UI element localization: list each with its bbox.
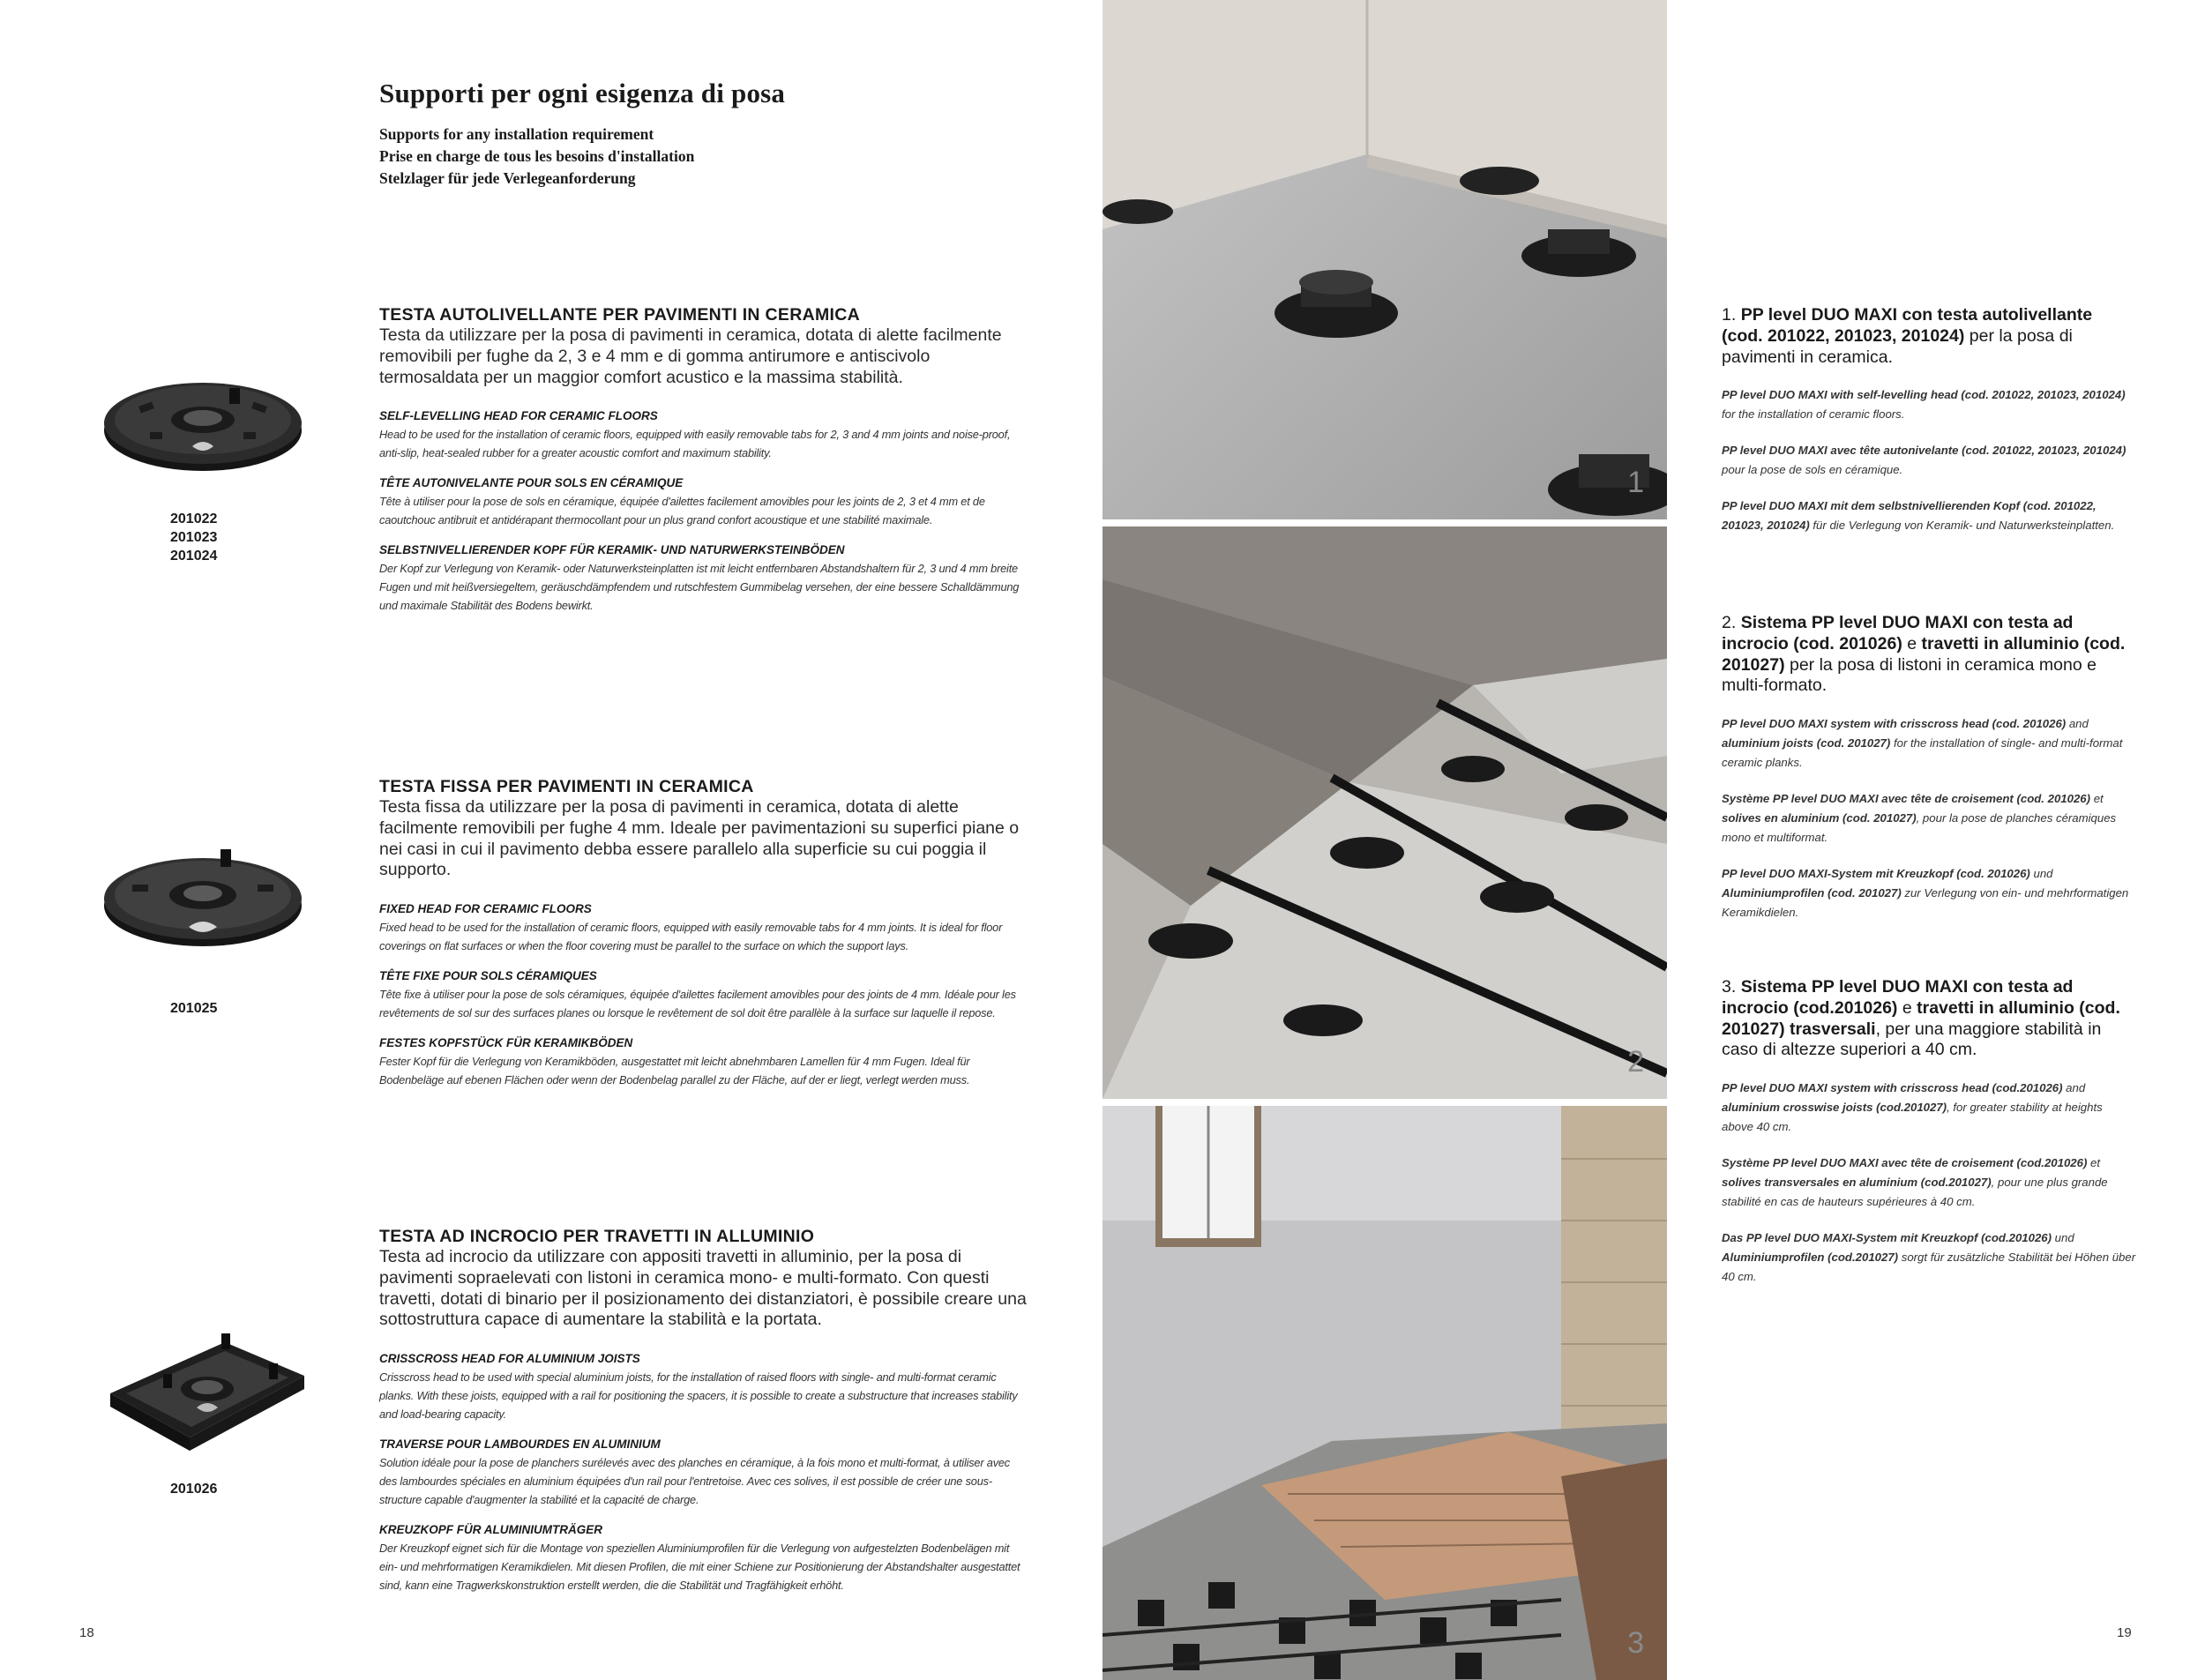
translation-body-en: Fixed head to be used for the installation of ceramic floors, equipped with easily removable tabs for 4 mm joints. It is ideal for floor coverings on flat surfaces or when the floor covering must be parallel to the surface on which the support lays. <box>379 921 1003 953</box>
caption-highlight: Sistema PP level DUO MAXI con testa ad incrocio (cod.201026) <box>1722 977 2074 1018</box>
caption-tr-text: pour la pose de sols en céramique. <box>1722 463 1903 477</box>
caption-tr-text: et <box>2087 1156 2101 1170</box>
translation-title-en: SELF-LEVELLING HEAD FOR CERAMIC FLOORS <box>379 409 658 423</box>
caption-tr-text: für die Verlegung von Keramik- und Naturwerksteinplatten. <box>1809 519 2115 533</box>
caption-tr-text: , for greater stability at heights above 40 cm. <box>1722 1101 2103 1134</box>
caption-tr-bold: Aluminiumprofilen (cod.201027) <box>1722 1251 1899 1265</box>
caption-translation-fr <box>1722 1154 2136 1212</box>
caption-tr-bold: PP level DUO MAXI mit dem selbstnivellierenden Kopf (cod. 201022, 201023, 201024) <box>1722 499 2097 533</box>
caption-tr-text: for the installation of ceramic floors. <box>1722 407 1905 422</box>
caption-tr-text: and <box>2062 1081 2086 1095</box>
caption-1 <box>1722 305 2136 552</box>
fixed-head-image <box>97 842 309 948</box>
caption-text: , per una maggiore stabilità in caso di altezze superiori a 40 cm. <box>1722 1019 2102 1060</box>
section-title: TESTA FISSA PER PAVIMENTI IN CERAMICA <box>379 777 754 796</box>
caption-translation-de <box>1722 497 2136 535</box>
caption-tr-text: and <box>2066 717 2089 731</box>
translation-body-fr: Tête à utiliser pour la pose de sols en céramique, équipée d'ailettes facilement amovibles pour les joints de 2, 3 et 4 mm et de caoutchouc antibruit et antidérapant thermocollant pour un plus grand confort acoustique et une stabilité maximale. <box>379 495 985 527</box>
translation-body-en: Head to be used for the installation of ceramic floors, equipped with easily removable tabs for 2, 3 and 4 mm joints and noise-proof, anti-slip, heat-sealed rubber for a greater acoustic comfort and maximum stability. <box>379 428 1011 460</box>
photo-number: 1 <box>1627 466 1644 499</box>
translation-title-de: SELBSTNIVELLIERENDER KOPF FÜR KERAMIK- UND NATURWERKSTEINBÖDEN <box>379 543 845 557</box>
product-code: 201024 <box>170 549 218 564</box>
caption-tr-bold: PP level DUO MAXI avec tête autonivelante (cod. 201022, 201023, 201024) <box>1722 444 2127 458</box>
caption-tr-bold: solives transversales en aluminium (cod.201027) <box>1722 1176 1992 1190</box>
caption-text: e <box>1897 997 1917 1018</box>
product-code: 201023 <box>170 530 218 545</box>
page-number-right: 19 <box>2117 1625 2132 1640</box>
translation-title-de: KREUZKOPF FÜR ALUMINIUMTRÄGER <box>379 1523 602 1537</box>
section-crisscross-head <box>379 1227 1028 1609</box>
product-codes <box>170 1480 217 1498</box>
crisscross-head-image <box>93 1332 313 1464</box>
translation-title-de: FESTES KOPFSTÜCK FÜR KERAMIKBÖDEN <box>379 1036 633 1050</box>
section-body: Testa ad incrocio da utilizzare con appositi travetti in alluminio, per la posa di pavimenti sopraelevati con listoni in ceramica mono- e multi-formato. Con questi travetti, dotati di binario per il posizionamento dei distanziatori, è possibile creare una sottostruttura capace di aumentare la stabilità e la portata. <box>379 1247 1027 1330</box>
product-codes <box>170 510 217 565</box>
caption-tr-text: sorgt für zusätzliche Stabilität bei Höhen über 40 cm. <box>1722 1251 2136 1284</box>
caption-highlight: PP level DUO MAXI con testa autolivellante (cod. 201022, 201023, 201024) <box>1722 305 2093 346</box>
subtitle-en: Supports for any installation requirement <box>379 125 654 143</box>
product-codes <box>170 999 217 1018</box>
caption-highlight: travetti in alluminio (cod. 201027) trasversali <box>1722 997 2120 1039</box>
translation-title-fr: TÊTE AUTONIVELANTE POUR SOLS EN CÉRAMIQUE <box>379 476 684 490</box>
photo-2 <box>1102 526 1667 1099</box>
caption-translation-fr <box>1722 789 2136 847</box>
section-body: Testa fissa da utilizzare per la posa di pavimenti in ceramica, dotata di alette facilmente removibili per fughe 4 mm. Ideale per pavimentazioni su superfici piane o nei casi in cui il pavimento debba essere parallelo alla superficie su cui poggia il supporto. <box>379 797 1020 880</box>
caption-translation-en <box>1722 714 2136 773</box>
caption-text: per la posa di listoni in ceramica mono e multi-formato. <box>1722 654 2097 696</box>
section-title: TESTA AUTOLIVELLANTE PER PAVIMENTI IN CERAMICA <box>379 305 861 325</box>
caption-tr-bold: Système PP level DUO MAXI avec tête de croisement (cod. 201026) <box>1722 792 2091 806</box>
section-title: TESTA AD INCROCIO PER TRAVETTI IN ALLUMINIO <box>379 1227 815 1246</box>
caption-highlight: travetti in alluminio (cod. 201027) <box>1722 633 2126 675</box>
translation-body-de: Der Kopf zur Verlegung von Keramik- oder Naturwerksteinplatten ist mit leicht entfernbaren Abstandshaltern für 2, 3 und 4 mm breite Fugen und mit heißversiegeltem, geräuschdämpfendem und rutschfestem Gummibelag versehen, der eine bessere Schalldämmung und maximale Stabilität des Bodens bewirkt. <box>379 562 1020 613</box>
page-subtitles <box>379 123 694 190</box>
caption-tr-text: for the installation of single- and multi-format ceramic planks. <box>1722 736 2123 770</box>
translation-body-fr: Solution idéale pour la pose de planchers surélevés avec des planches en céramique, à la fois mono et multi-format, à utiliser avec des lambourdes spéciales en aluminium équipées d'un rail pour l'entretoise. Avec ces solives, il est possible de créer une sous-structure capable d'augmenter la stabilité et la capacité de charge. <box>379 1456 1011 1507</box>
caption-translation-de <box>1722 864 2136 922</box>
page-title: Supporti per ogni esigenza di posa <box>379 78 786 108</box>
caption-tr-bold: PP level DUO MAXI-System mit Kreuzkopf (cod. 201026) <box>1722 867 2030 881</box>
caption-text: per la posa di pavimenti in ceramica. <box>1722 325 2073 367</box>
caption-tr-text: , pour la pose de planches céramiques mono et multiformat. <box>1722 811 2117 845</box>
caption-3 <box>1722 977 2136 1303</box>
caption-highlight: Sistema PP level DUO MAXI con testa ad incrocio (cod. 201026) <box>1722 613 2074 653</box>
caption-translation-en <box>1722 1079 2136 1137</box>
caption-tr-text: zur Verlegung von ein- und mehrformatigen Keramikdielen. <box>1722 886 2129 920</box>
section-body: Testa da utilizzare per la posa di pavimenti in ceramica, dotata di alette facilmente removibili per fughe da 2, 3 e 4 mm e di gomma antirumore e antiscivolo termosaldata per un maggior comfort acustico e la massima stabilità. <box>379 325 1002 387</box>
caption-text: e <box>1902 633 1922 653</box>
caption-tr-bold: aluminium joists (cod. 201027) <box>1722 736 1891 750</box>
photo-number: 3 <box>1627 1626 1644 1660</box>
photo-1 <box>1102 0 1667 519</box>
caption-translation-en <box>1722 385 2136 424</box>
page-number-left: 18 <box>79 1625 94 1640</box>
caption-tr-text: und <box>2052 1231 2074 1245</box>
translation-body-de: Fester Kopf für die Verlegung von Keramikböden, ausgestattet mit leicht abnehmbaren Lamellen für 4 mm Fugen. Ideal für Bodenbeläge auf ebenen Flächen oder wenn der Bodenbelag parallel zu der Fläche, auf der er liegt, verlegt werden muss. <box>379 1055 970 1087</box>
caption-tr-bold: PP level DUO MAXI with self-levelling head (cod. 201022, 201023, 201024) <box>1722 388 2126 402</box>
self-levelling-head-image <box>97 369 309 474</box>
translation-body-en: Crisscross head to be used with special aluminium joists, for the installation of raised floors with single- and multi-format ceramic planks. With these joists, equipped with a rail for positioning the spacers, it is possible to create a substructure that increases stability and load-bearing capacity. <box>379 1370 1018 1422</box>
caption-main <box>1722 977 2136 1061</box>
caption-tr-bold: PP level DUO MAXI system with crisscross head (cod. 201026) <box>1722 717 2067 731</box>
caption-tr-bold: aluminium crosswise joists (cod.201027) <box>1722 1101 1947 1115</box>
caption-tr-text: , pour une plus grande stabilité en cas de hauteurs supérieures à 40 cm. <box>1722 1176 2108 1209</box>
translation-body-fr: Tête fixe à utiliser pour la pose de sols céramiques, équipée d'ailettes facilement amovibles pour des joints de 4 mm. Idéale pour les revêtements de sol sur des surfaces planes ou lorsque le revêtement de sol doit être parallèle à la surface sur laquelle il repose. <box>379 988 1016 1020</box>
product-code: 201025 <box>170 1001 218 1016</box>
caption-tr-bold: Aluminiumprofilen (cod. 201027) <box>1722 886 1902 900</box>
caption-translation-de <box>1722 1228 2136 1287</box>
product-code: 201022 <box>170 511 218 526</box>
caption-2 <box>1722 613 2136 939</box>
section-fixed-head <box>379 777 1028 1103</box>
caption-translation-fr <box>1722 441 2136 480</box>
caption-tr-bold: PP level DUO MAXI system with crisscross head (cod.201026) <box>1722 1081 2063 1095</box>
caption-tr-text: und <box>2029 867 2053 881</box>
translation-title-en: CRISSCROSS HEAD FOR ALUMINIUM JOISTS <box>379 1352 640 1366</box>
photo-3 <box>1102 1106 1667 1680</box>
photo-number: 2 <box>1627 1045 1644 1079</box>
caption-tr-bold: solives en aluminium (cod. 201027) <box>1722 811 1917 825</box>
caption-tr-bold: Système PP level DUO MAXI avec tête de croisement (cod.201026) <box>1722 1156 2088 1170</box>
caption-main <box>1722 305 2136 368</box>
translation-body-de: Der Kreuzkopf eignet sich für die Montage von speziellen Aluminiumprofilen für die Verlegung von aufgestelzten Bodenbelägen mit ein- und mehrformatigen Keramikdielen. Mit diesen Profilen, die mit einer Schiene zur Positionierung der Abstandshalter ausgestattet sind, kann eine Tragwerkskonstruktion erstellt werden, die die Stabilität und Tragfähigkeit erhöht. <box>379 1542 1020 1593</box>
caption-main <box>1722 613 2136 697</box>
product-code: 201026 <box>170 1482 218 1497</box>
caption-number: 3. <box>1722 977 1737 997</box>
translation-title-fr: TRAVERSE POUR LAMBOURDES EN ALUMINIUM <box>379 1437 661 1452</box>
subtitle-de: Stelzlager für jede Verlegeanforderung <box>379 169 636 187</box>
translation-title-fr: TÊTE FIXE POUR SOLS CÉRAMIQUES <box>379 969 597 983</box>
translation-title-en: FIXED HEAD FOR CERAMIC FLOORS <box>379 902 592 916</box>
caption-number: 2. <box>1722 613 1737 632</box>
caption-number: 1. <box>1722 305 1737 325</box>
subtitle-fr: Prise en charge de tous les besoins d'installation <box>379 147 695 165</box>
section-self-levelling-head <box>379 305 1028 629</box>
caption-tr-text: et <box>2090 792 2104 806</box>
caption-tr-bold: Das PP level DUO MAXI-System mit Kreuzkopf (cod.201026) <box>1722 1231 2052 1245</box>
